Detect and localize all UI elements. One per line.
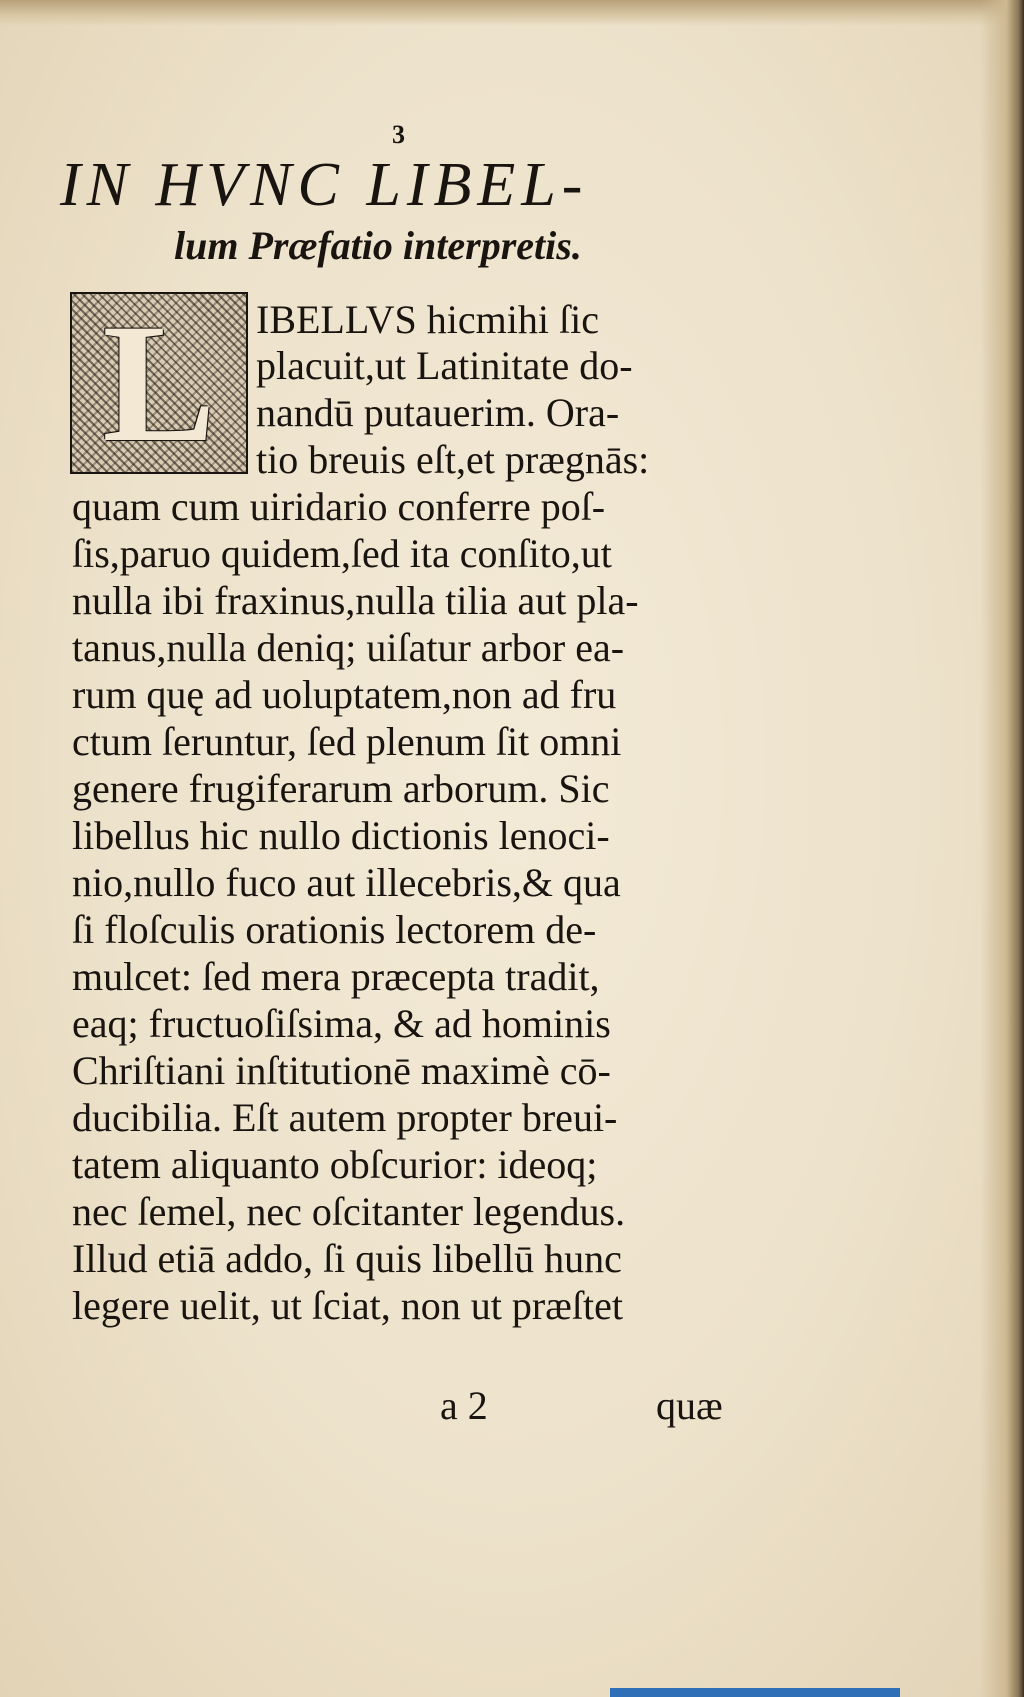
text-line: placuit,ut Latinitate do- — [256, 343, 633, 388]
text-line: nec ſemel, nec oſcitanter legendus. — [72, 1189, 626, 1234]
text-line: nulla ibi fraxinus,nulla tilia aut pla- — [72, 578, 639, 623]
footer-signature: a 2 — [440, 1383, 488, 1428]
text-line: quam cum uiridario conferre poſ- — [72, 484, 606, 529]
text-line: mulcet: ſed mera præcepta tradit, — [72, 954, 600, 999]
heading-line-2: lum Præfatio interpretis. — [174, 223, 582, 268]
text-line: IBELLVS hicmihi ſic — [256, 297, 599, 342]
scan-edge-band — [610, 1688, 900, 1697]
catchword: quæ — [656, 1383, 723, 1428]
text-line: libellus hic nullo dictionis lenoci- — [72, 813, 610, 858]
text-line: ſi floſculis orationis lectorem de- — [72, 907, 597, 952]
text-line: ducibilia. Eſt autem propter breui- — [72, 1095, 618, 1140]
text-line: legere uelit, ut ſciat, non ut præſtet — [72, 1283, 623, 1328]
text-line: tanus,nulla deniq; uiſatur arbor ea- — [72, 625, 625, 670]
text-line: ſis,paruo quidem,ſed ita conſito,ut — [72, 531, 612, 576]
text-line: rum quę ad uoluptatem,non ad fru — [72, 672, 617, 717]
text-line: tio breuis eſt,et prægnās: — [256, 437, 650, 482]
text-line: genere frugiferarum arborum. Sic — [72, 766, 610, 811]
signature-mark: 3 — [392, 120, 405, 149]
initial-letter: L — [102, 289, 216, 477]
page-top-edge — [0, 0, 1024, 26]
text-line: ctum ſeruntur, ſed plenum ſit omni — [72, 719, 622, 764]
decorated-initial — [70, 289, 248, 477]
text-line: Illud etiā addo, ſi quis libellū hunc — [72, 1236, 622, 1281]
text-line: tatem aliquanto obſcurior: ideoq; — [72, 1142, 598, 1187]
text-line: eaq; fructuoſiſsima, & ad hominis — [72, 1001, 611, 1046]
text-line: nio,nullo fuco aut illecebris,& qua — [72, 860, 621, 905]
text-line: Chriſtiani inſtitutionē maximè cō- — [72, 1048, 611, 1093]
text-line: nandū putauerim. Ora- — [256, 390, 620, 435]
page-gutter-edge — [980, 0, 1024, 1697]
heading-line-1: IN HVNC LIBEL- — [60, 151, 589, 219]
